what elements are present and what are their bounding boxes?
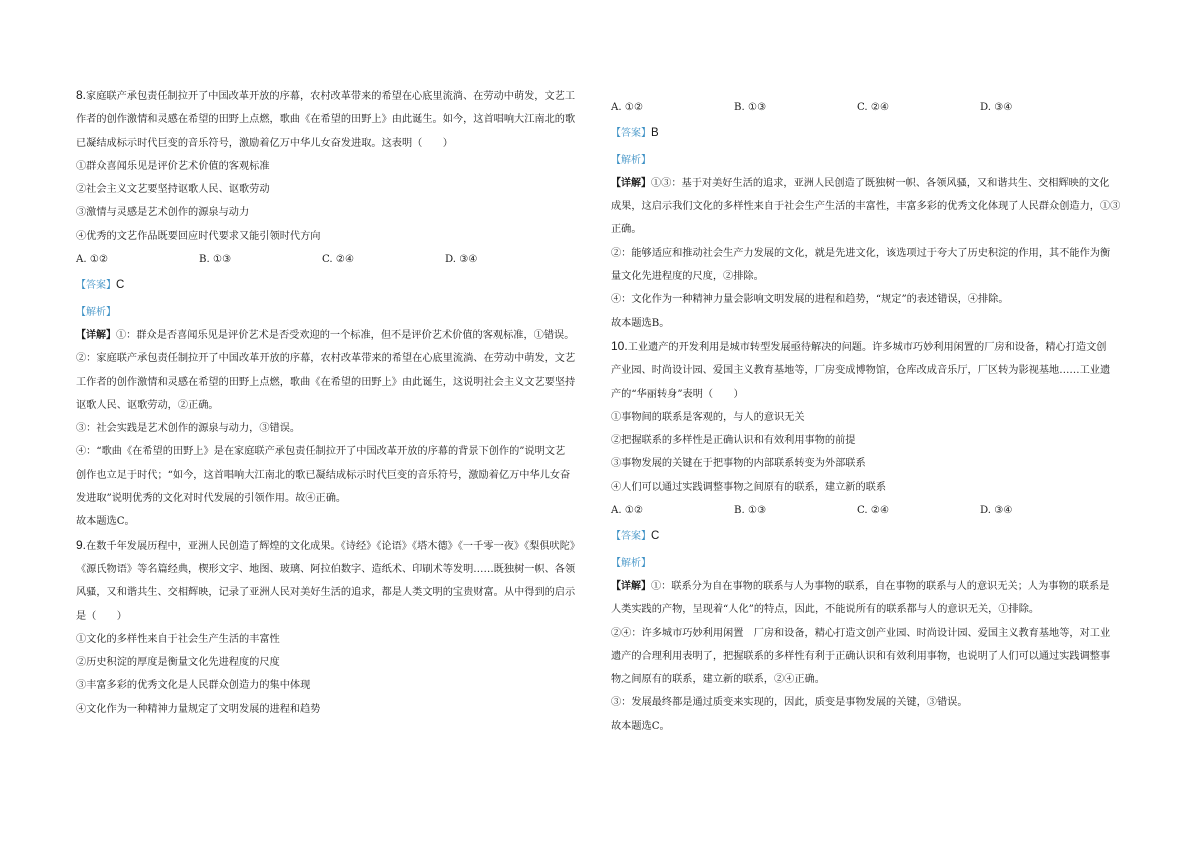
statement-item: ②把握联系的多样性是正确认识和有效利用事物的前提 <box>611 435 856 447</box>
option-d: D. ③④ <box>980 102 1013 113</box>
option-b: B. ①③ <box>734 102 767 113</box>
left-column <box>76 84 591 721</box>
analysis-line: ④：“歌曲《在希望的田野上》是在家庭联产承包责任制拉开了中国改革开放的序幕的背景下创作的”说明文艺 <box>76 446 566 458</box>
analysis-line: 【详解】①：群众是否喜闻乐见是评价艺术是否受欢迎的一个标准，但不是评价艺术价值的客观标准，①错误。 <box>76 329 575 341</box>
option-d: D. ③④ <box>445 254 478 266</box>
detail-label: 【详解】 <box>76 329 116 341</box>
analysis-tag-line <box>611 149 1131 172</box>
answer-tag: 【答案】 <box>611 128 651 140</box>
analysis-line: ③：社会实践是艺术创作的源泉与动力，③错误。 <box>76 423 301 435</box>
answer-options <box>611 499 1131 522</box>
question-stem-line: 作者的创作激情和灵感在希望的田野上点燃，歌曲《在希望的田野上》由此诞生。如今，这首唱响大江南北的歌 <box>76 114 576 126</box>
analysis-line: 遗产的合理利用表明了，把握联系的多样性有利于正确认识和有效利用事物，也说明了人们可以通过实践调整事 <box>611 650 1111 662</box>
option-d: D. ③④ <box>980 505 1013 517</box>
answer-line <box>611 525 1131 548</box>
analysis-line: 创作也立足于时代；“如今，这首唱响大江南北的歌已凝结成标示时代巨变的音乐符号，激励着亿万中华儿女奋 <box>76 469 571 481</box>
question-8 <box>76 84 591 534</box>
option-a: A. ①② <box>76 254 109 266</box>
analysis-line: ②：家庭联产承包责任制拉开了中国改革开放的序幕，农村改革带来的希望在心底里流淌、在劳动中萌发，文艺 <box>76 353 576 365</box>
option-c: C. ②④ <box>322 254 355 266</box>
answer-value: C <box>116 279 125 292</box>
answer-line <box>611 122 1131 145</box>
detail-label: 【详解】 <box>611 580 651 592</box>
question-10 <box>611 335 1131 738</box>
statement-item: ①群众喜闻乐见是评价艺术价值的客观标准 <box>76 160 270 172</box>
option-c: C. ②④ <box>857 102 890 113</box>
question-stem-line: 产的“华丽转身”表明（ ） <box>611 388 744 400</box>
analysis-line: 正确。 <box>611 224 642 236</box>
analysis-line: 【详解】①：联系分为自在事物的联系与人为事物的联系，自在事物的联系与人的意识无关；人为事物的联系是 <box>611 580 1110 592</box>
answer-value: C <box>651 530 660 543</box>
analysis-line: 【详解】①③：基于对美好生活的追求，亚洲人民创造了既独树一帜、各领风骚，又和谐共生、交相辉映的文化 <box>611 177 1110 189</box>
analysis-line: 讴歌人民、讴歌劳动，②正确。 <box>76 399 219 411</box>
analysis-line: ②④：许多城市巧妙利用闲置 厂房和设备，精心打造文创产业园、时尚设计园、爱国主义教育基地等，对工业 <box>611 627 1111 639</box>
answer-line <box>76 274 591 297</box>
statement-item: ③激情与灵感是艺术创作的源泉与动力 <box>76 207 250 219</box>
analysis-line: ②：能够适应和推动社会生产力发展的文化，就是先进文化，该选项过于夸大了历史积淀的作用，其不能作为衡 <box>611 247 1111 259</box>
option-c: C. ②④ <box>857 505 890 517</box>
statement-item: ①事物间的联系是客观的，与人的意识无关 <box>611 411 805 423</box>
statement-item: ④人们可以通过实践调整事物之间原有的联系，建立新的联系 <box>611 481 887 493</box>
answer-value: B <box>651 127 659 140</box>
right-column <box>611 96 1131 738</box>
analysis-line: 物之间原有的联系，建立新的联系，②④正确。 <box>611 674 825 686</box>
statement-item: ④优秀的文艺作品既要回应时代要求又能引领时代方向 <box>76 230 321 242</box>
analysis-line: ③：发展最终都是通过质变来实现的，因此，质变是事物发展的关键，③错误。 <box>611 697 968 709</box>
question-9-continued <box>611 96 1131 335</box>
question-stem-line: 《源氏物语》等名篇经典，楔形文字、地图、玻璃、阿拉伯数字、造纸术、印刷术等发明……既独树一帜、各领 <box>76 563 576 575</box>
option-b: B. ①③ <box>734 505 767 517</box>
analysis-tag-line <box>611 552 1131 575</box>
question-stem-line: 产业园、时尚设计园、爱国主义教育基地等，厂房变成博物馆，仓库改成音乐厅，厂区转为影视基地……工业遗 <box>611 365 1111 377</box>
analysis-tag: 【解析】 <box>76 306 116 318</box>
answer-options <box>76 248 591 271</box>
conclusion-line: 故本题选C。 <box>611 720 670 732</box>
analysis-tag-line <box>76 301 591 324</box>
question-stem-line: 9.在数千年发展历程中，亚洲人民创造了辉煌的文化成果。《诗经》《论语》《塔木德》《一千零一夜》《梨俱吠陀》 <box>76 537 581 552</box>
statement-item: ①文化的多样性来自于社会生产生活的丰富性 <box>76 633 280 645</box>
analysis-line: 成果，这启示我们文化的多样性来自于社会生产生活的丰富性，丰富多彩的优秀文化体现了人民群众创造力，①③ <box>611 201 1121 213</box>
answer-tag: 【答案】 <box>76 280 116 292</box>
question-number: 10. <box>611 338 628 353</box>
statement-item: ②社会主义文艺要坚持讴歌人民、讴歌劳动 <box>76 184 270 196</box>
option-a: A. ①② <box>611 505 644 517</box>
analysis-line: ④：文化作为一种精神力量会影响文明发展的进程和趋势，“规定”的表述错误，④排除。 <box>611 294 1009 306</box>
analysis-tag: 【解析】 <box>611 557 651 569</box>
analysis-line: 工作者的创作激情和灵感在希望的田野上点燃，歌曲《在希望的田野上》由此诞生，这说明社会主义文艺要坚持 <box>76 376 576 388</box>
conclusion-line: 故本题选C。 <box>76 516 135 528</box>
option-b: B. ①③ <box>199 254 232 266</box>
analysis-line: 人类实践的产物，呈现着“人化”的特点，因此，不能说所有的联系都与人的意识无关，①排除。 <box>611 604 1040 616</box>
answer-options <box>611 96 1131 119</box>
statement-item: ④文化作为一种精神力量规定了文明发展的进程和趋势 <box>76 703 321 715</box>
statement-item: ③事物发展的关键在于把事物的内部联系转变为外部联系 <box>611 458 866 470</box>
question-stem-line: 已凝结成标示时代巨变的音乐符号，激励着亿万中华儿女奋发进取。这表明（ ） <box>76 137 453 149</box>
question-number: 8. <box>76 88 87 102</box>
question-stem-line: 8.家庭联产承包责任制拉开了中国改革开放的序幕，农村改革带来的希望在心底里流淌、在劳动中萌发，文艺工 <box>76 88 576 102</box>
statement-item: ②历史积淀的厚度是衡量文化先进程度的尺度 <box>76 657 280 669</box>
question-stem-line: 是（ ） <box>76 610 127 622</box>
question-9 <box>76 534 591 721</box>
option-a: A. ①② <box>611 102 644 113</box>
conclusion-line: 故本题选B。 <box>611 317 670 329</box>
detail-label: 【详解】 <box>611 177 651 189</box>
analysis-tag: 【解析】 <box>611 154 651 166</box>
question-stem-line: 10.工业遗产的开发利用是城市转型发展亟待解决的问题。许多城市巧妙利用闲置的厂房和设备，精心打造文创 <box>611 338 1107 353</box>
answer-tag: 【答案】 <box>611 531 651 543</box>
question-number: 9. <box>76 537 87 552</box>
analysis-line: 量文化先进程度的尺度，②排除。 <box>611 271 764 283</box>
question-stem-line: 风骚，又和谐共生、交相辉映，记录了亚洲人民对美好生活的追求，都是人类文明的宝贵财富。从中得到的启示 <box>76 587 576 599</box>
statement-item: ③丰富多彩的优秀文化是人民群众创造力的集中体现 <box>76 680 311 692</box>
analysis-line: 发进取”说明优秀的文化对时代发展的引领作用。故④正确。 <box>76 493 347 505</box>
